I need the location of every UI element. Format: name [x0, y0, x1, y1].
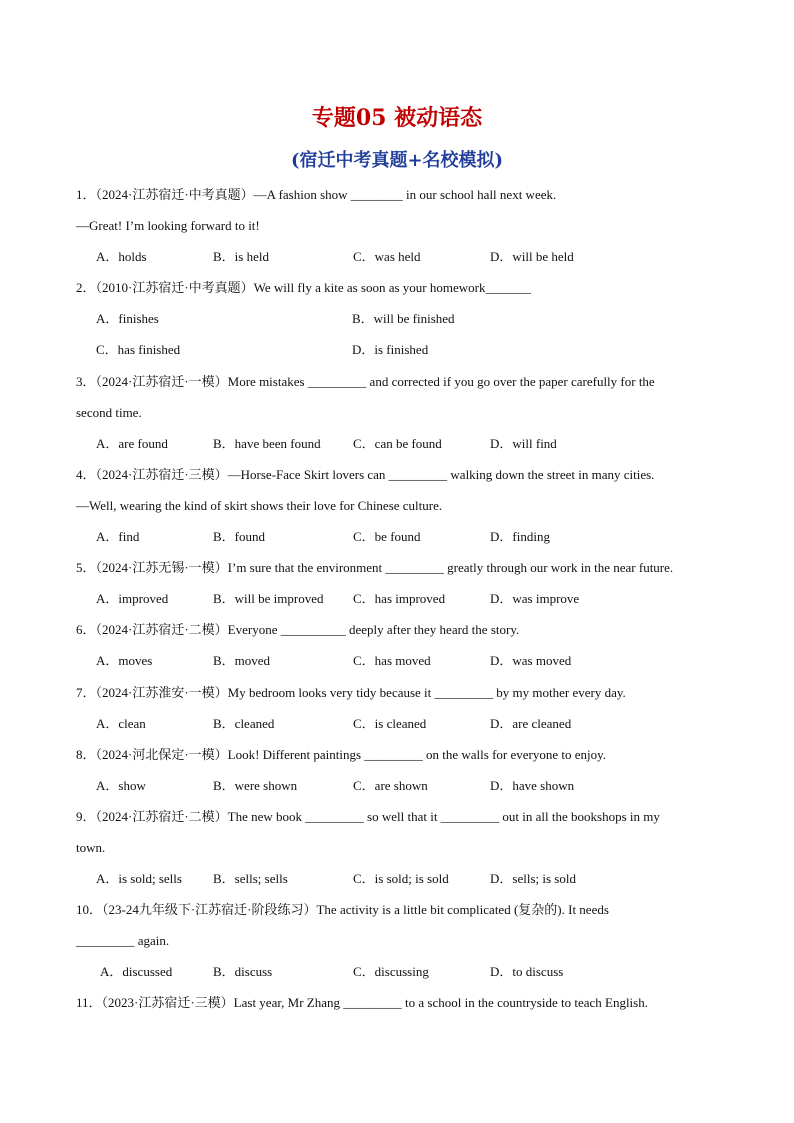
answer-option[interactable]: A．holds — [96, 249, 147, 265]
question-item — [76, 370, 726, 463]
answer-option[interactable]: D．will be held — [490, 249, 574, 265]
answer-option[interactable]: D．will find — [490, 435, 557, 451]
question-item — [76, 991, 726, 1022]
answer-option[interactable]: B．sells; sells — [213, 871, 288, 887]
answer-option[interactable]: A．improved — [96, 591, 169, 607]
question-text: 6．（2024·江苏宿迁·二模）Everyone __________ deeply after they heard the story. — [76, 622, 520, 638]
option-row — [76, 307, 726, 338]
answer-option[interactable]: B．have been found — [213, 435, 321, 451]
question-item — [76, 463, 726, 556]
question-text: 2．（2010·江苏宿迁·中考真题）We will fly a kite as soon as your homework_______ — [76, 280, 531, 296]
question-text: _________ again. — [76, 933, 170, 949]
question-text: —Great! I’m looking forward to it! — [76, 218, 260, 234]
answer-option[interactable]: C．has improved — [353, 591, 446, 607]
answer-option[interactable]: A．find — [96, 529, 140, 545]
option-row — [76, 338, 726, 369]
answer-option[interactable]: C．discussing — [353, 964, 429, 980]
question-text: town. — [76, 839, 106, 855]
question-item — [76, 618, 726, 680]
answer-option[interactable]: D．is finished — [352, 342, 429, 358]
answer-option[interactable]: A．are found — [96, 435, 168, 451]
question-list — [76, 183, 726, 1023]
question-item — [76, 743, 726, 805]
answer-option[interactable]: D．to discuss — [490, 964, 564, 980]
option-row — [76, 245, 726, 276]
answer-option[interactable]: A．clean — [96, 715, 146, 731]
question-item — [76, 183, 726, 276]
question-item — [76, 556, 726, 618]
answer-option[interactable]: C．be found — [353, 529, 421, 545]
page-subtitle: (宿迁中考真题+名校模拟) — [290, 150, 504, 171]
option-row — [76, 525, 726, 556]
answer-option[interactable]: B．discuss — [213, 964, 273, 980]
answer-option[interactable]: B．is held — [213, 249, 269, 265]
answer-option[interactable]: A．discussed — [100, 964, 173, 980]
answer-option[interactable]: D．was moved — [490, 653, 572, 669]
question-text: 1．（2024·江苏宿迁·中考真题）—A fashion show ________ in our school hall next week. — [76, 187, 557, 202]
option-row — [76, 774, 726, 805]
answer-option[interactable]: D．was improve — [490, 591, 580, 607]
answer-option[interactable]: A．show — [96, 777, 146, 793]
question-text: 3．（2024·江苏宿迁·一模）More mistakes _________ and corrected if you go over the paper carefully for the — [76, 373, 655, 389]
answer-option[interactable]: A．moves — [96, 653, 153, 669]
question-text: 5．（2024·江苏无锡·一模）I’m sure that the environment _________ greatly through our work in the near future. — [76, 560, 674, 576]
option-row — [76, 867, 726, 898]
answer-option[interactable]: C．can be found — [353, 435, 442, 451]
question-text: 11．（2023·江苏宿迁·三模）Last year, Mr Zhang _________ to a school in the countryside to teach English. — [76, 995, 648, 1011]
option-row — [76, 587, 726, 618]
answer-option[interactable]: A．is sold; sells — [96, 871, 182, 887]
answer-option[interactable]: D．sells; is sold — [490, 871, 576, 887]
answer-option[interactable]: C．has moved — [353, 653, 431, 669]
answer-option[interactable]: B．moved — [213, 653, 271, 669]
answer-option[interactable]: B．cleaned — [213, 715, 275, 731]
question-text: 7．（2024·江苏淮安·一模）My bedroom looks very tidy because it _________ by my mother every day. — [76, 684, 626, 700]
question-item — [76, 276, 726, 369]
answer-option[interactable]: D．have shown — [490, 777, 575, 793]
answer-option[interactable]: B．will be finished — [352, 311, 455, 327]
question-text: second time. — [76, 404, 142, 420]
question-item — [76, 681, 726, 743]
answer-option[interactable]: C．has finished — [96, 342, 181, 358]
answer-option[interactable]: C．was held — [353, 249, 421, 265]
question-item — [76, 898, 726, 991]
question-text: —Well, wearing the kind of skirt shows their love for Chinese culture. — [76, 497, 443, 513]
question-text: 10．（23-24九年级下·江苏宿迁·阶段练习）The activity is a little bit complicated (复杂的). It needs — [76, 902, 609, 918]
question-item — [76, 805, 726, 898]
question-text: 9．（2024·江苏宿迁·二模）The new book _________ so well that it _________ out in all the bookshops in my — [76, 808, 660, 824]
question-text: 4．（2024·江苏宿迁·三模）—Horse-Face Skirt lovers can _________ walking down the street in many cities. — [76, 466, 655, 482]
option-row — [76, 712, 726, 743]
option-row — [76, 432, 726, 463]
answer-option[interactable]: A．finishes — [96, 311, 159, 327]
answer-option[interactable]: D．finding — [490, 529, 550, 545]
page-title: 专题05 被动语态 — [311, 105, 483, 131]
answer-option[interactable]: C．is sold; is sold — [353, 871, 449, 887]
answer-option[interactable]: C．are shown — [353, 777, 428, 793]
option-row — [76, 960, 726, 991]
answer-option[interactable]: B．will be improved — [213, 591, 324, 607]
answer-option[interactable]: D．are cleaned — [490, 715, 572, 731]
question-text: 8．（2024·河北保定·一模）Look! Different paintings _________ on the walls for everyone to enjoy. — [76, 746, 607, 762]
answer-option[interactable]: B．found — [213, 529, 266, 545]
option-row — [76, 649, 726, 680]
answer-option[interactable]: B．were shown — [213, 777, 298, 793]
answer-option[interactable]: C．is cleaned — [353, 715, 427, 731]
